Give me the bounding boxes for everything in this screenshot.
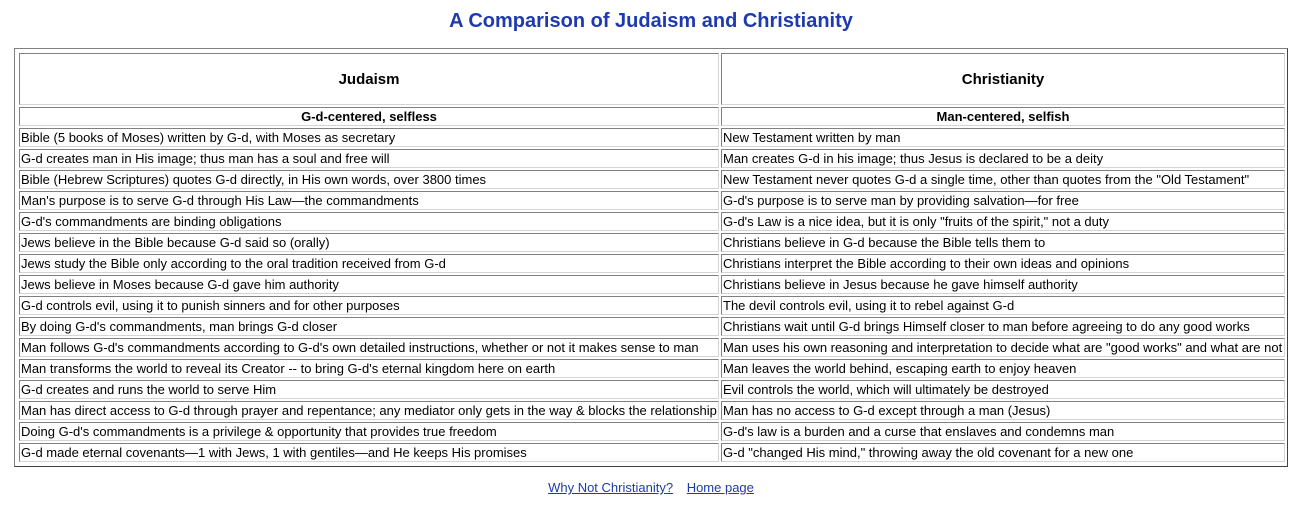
judaism-cell: G-d made eternal covenants—1 with Jews, 1 with gentiles—and He keeps His promises bbox=[19, 443, 719, 462]
home-page-link[interactable]: Home page bbox=[686, 480, 754, 495]
judaism-cell: Bible (5 books of Moses) written by G-d, with Moses as secretary bbox=[19, 128, 719, 147]
table-row bbox=[19, 338, 1285, 357]
christianity-cell: Evil controls the world, which will ultimately be destroyed bbox=[721, 380, 1285, 399]
judaism-cell: G-d controls evil, using it to punish sinners and for other purposes bbox=[19, 296, 719, 315]
christianity-cell: Christians interpret the Bible according to their own ideas and opinions bbox=[721, 254, 1285, 273]
table-row bbox=[19, 380, 1285, 399]
christianity-cell: Christians wait until G-d brings Himself closer to man before agreeing to do any good works bbox=[721, 317, 1285, 336]
christianity-cell: G-d's law is a burden and a curse that enslaves and condemns man bbox=[721, 422, 1285, 441]
table-row bbox=[19, 191, 1285, 210]
christianity-cell: G-d's Law is a nice idea, but it is only "fruits of the spirit," not a duty bbox=[721, 212, 1285, 231]
christianity-cell: Man creates G-d in his image; thus Jesus is declared to be a deity bbox=[721, 149, 1285, 168]
table-row bbox=[19, 149, 1285, 168]
christianity-cell: Christians believe in Jesus because he gave himself authority bbox=[721, 275, 1285, 294]
judaism-cell: G-d creates and runs the world to serve Him bbox=[19, 380, 719, 399]
judaism-cell: Man's purpose is to serve G-d through His Law—the commandments bbox=[19, 191, 719, 210]
judaism-cell: By doing G-d's commandments, man brings G-d closer bbox=[19, 317, 719, 336]
judaism-cell: Jews study the Bible only according to the oral tradition received from G-d bbox=[19, 254, 719, 273]
judaism-cell: Bible (Hebrew Scriptures) quotes G-d directly, in His own words, over 3800 times bbox=[19, 170, 719, 189]
comparison-table-frame bbox=[14, 48, 1288, 467]
christianity-cell: Man leaves the world behind, escaping earth to enjoy heaven bbox=[721, 359, 1285, 378]
judaism-cell: Man follows G-d's commandments according to G-d's own detailed instructions, whether or not it makes sense to man bbox=[19, 338, 719, 357]
table-header-row bbox=[19, 53, 1285, 105]
christianity-cell: New Testament written by man bbox=[721, 128, 1285, 147]
column-header-christianity: Christianity bbox=[721, 53, 1285, 105]
column-header-judaism: Judaism bbox=[19, 53, 719, 105]
table-subheader-row bbox=[19, 107, 1285, 126]
table-row bbox=[19, 359, 1285, 378]
comparison-table bbox=[17, 51, 1287, 464]
why-not-christianity-link[interactable]: Why Not Christianity? bbox=[548, 480, 674, 495]
table-row bbox=[19, 212, 1285, 231]
table-row bbox=[19, 254, 1285, 273]
table-row bbox=[19, 128, 1285, 147]
christianity-cell: Christians believe in G-d because the Bible tells them to bbox=[721, 233, 1285, 252]
table-row bbox=[19, 443, 1285, 462]
table-row bbox=[19, 422, 1285, 441]
judaism-cell: G-d creates man in His image; thus man has a soul and free will bbox=[19, 149, 719, 168]
judaism-cell: Man has direct access to G-d through prayer and repentance; any mediator only gets in the way & blocks the relationship bbox=[19, 401, 719, 420]
christianity-cell: The devil controls evil, using it to rebel against G-d bbox=[721, 296, 1285, 315]
table-row bbox=[19, 275, 1285, 294]
table-row bbox=[19, 233, 1285, 252]
judaism-cell: Jews believe in the Bible because G-d said so (orally) bbox=[19, 233, 719, 252]
judaism-cell: Man transforms the world to reveal its Creator -- to bring G-d's eternal kingdom here on earth bbox=[19, 359, 719, 378]
christianity-cell: New Testament never quotes G-d a single time, other than quotes from the "Old Testament" bbox=[721, 170, 1285, 189]
christianity-cell: Man has no access to G-d except through a man (Jesus) bbox=[721, 401, 1285, 420]
table-body bbox=[19, 128, 1285, 462]
table-row bbox=[19, 401, 1285, 420]
christianity-cell: Man uses his own reasoning and interpretation to decide what are "good works" and what are not bbox=[721, 338, 1285, 357]
table-row bbox=[19, 317, 1285, 336]
judaism-cell: G-d's commandments are binding obligations bbox=[19, 212, 719, 231]
table-row bbox=[19, 170, 1285, 189]
christianity-cell: G-d "changed His mind," throwing away the old covenant for a new one bbox=[721, 443, 1285, 462]
table-row bbox=[19, 296, 1285, 315]
christianity-cell: G-d's purpose is to serve man by providing salvation—for free bbox=[721, 191, 1285, 210]
subheader-christianity: Man-centered, selfish bbox=[721, 107, 1285, 126]
judaism-cell: Doing G-d's commandments is a privilege & opportunity that provides true freedom bbox=[19, 422, 719, 441]
judaism-cell: Jews believe in Moses because G-d gave him authority bbox=[19, 275, 719, 294]
page-title: A Comparison of Judaism and Christianity bbox=[449, 10, 853, 32]
footer-links bbox=[0, 479, 1302, 496]
subheader-judaism: G-d-centered, selfless bbox=[19, 107, 719, 126]
